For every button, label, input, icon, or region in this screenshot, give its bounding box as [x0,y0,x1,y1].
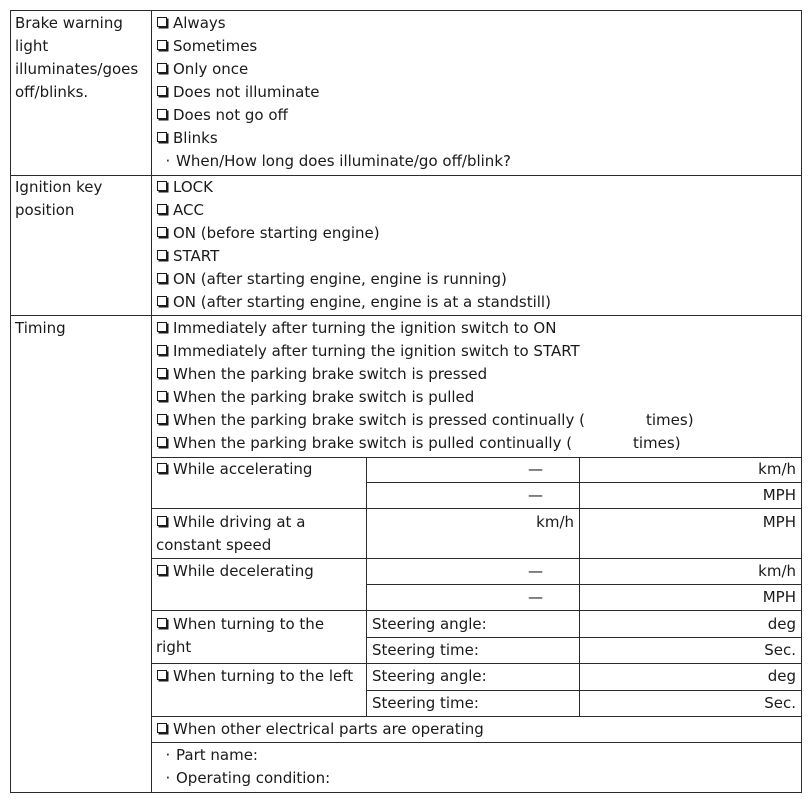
bullet-dot-icon: · [156,769,171,787]
rule-left-bottom [151,716,802,717]
rule-right-mid [366,637,802,638]
ignition-option-lock[interactable]: LOCK [156,176,213,199]
right-steering-angle-unit: deg [767,615,796,633]
checkbox-icon[interactable] [157,40,167,50]
left-steering-angle-label: Steering angle: [372,667,487,685]
rule-top [10,10,802,11]
rule-sub-col-2 [579,457,580,716]
rule-ignition-bottom [10,315,802,316]
constant-speed-label-line-2: constant speed [156,536,272,554]
ignition-option-on-running[interactable]: ON (after starting engine, engine is running) [156,268,507,291]
brake-label-line-3: illuminates/goes [15,60,139,78]
brake-option-blinks[interactable]: Blinks [156,127,218,150]
timing-option-turn-left[interactable]: When turning to the left [156,665,353,688]
brake-label-line-1: Brake warning [15,14,123,32]
rule-decel-bottom [151,610,802,611]
checkbox-icon[interactable] [157,618,167,628]
brake-label-line-4: off/blinks. [15,83,89,101]
checkbox-icon[interactable] [157,63,167,73]
constant-kmh-unit: km/h [536,513,574,531]
ignition-label-line-1: Ignition key [15,178,103,196]
left-steering-angle-unit: deg [767,667,796,685]
brake-label-line-2: light [15,37,49,55]
brake-option-not-go-off[interactable]: Does not go off [156,104,288,127]
checkbox-icon[interactable] [157,345,167,355]
checkbox-icon[interactable] [157,391,167,401]
rule-bottom [10,792,802,793]
checkbox-icon[interactable] [157,670,167,680]
accel-mph-unit: MPH [762,486,796,504]
constant-mph-unit: MPH [762,513,796,531]
rule-electrical-bottom [151,742,802,743]
decel-mph-range: — [528,588,543,606]
timing-option-pb-pulled-continual[interactable]: When the parking brake switch is pulled continually ( [156,432,572,455]
brake-note: · When/How long does illuminate/go off/blink? [156,150,511,173]
bullet-dot-icon: · [156,152,171,170]
decel-kmh-range: — [528,562,543,580]
checkbox-icon[interactable] [157,17,167,27]
bullet-dot-icon: · [156,746,171,764]
timing-option-ign-on[interactable]: Immediately after turning the ignition switch to ON [156,317,556,340]
pressed-times-label: times) [646,411,694,429]
right-steering-time-unit: Sec. [764,641,796,659]
brake-option-not-illuminate[interactable]: Does not illuminate [156,81,319,104]
timing-option-decelerating[interactable]: While decelerating [156,560,314,583]
accel-kmh-unit: km/h [758,460,796,478]
decel-mph-unit: MPH [762,588,796,606]
accel-kmh-range: — [528,460,543,478]
timing-option-accelerating[interactable]: While accelerating [156,458,312,481]
checkbox-icon[interactable] [157,204,167,214]
checkbox-icon[interactable] [157,132,167,142]
timing-option-pb-pressed[interactable]: When the parking brake switch is pressed [156,363,487,386]
checkbox-icon[interactable] [157,86,167,96]
right-steering-time-label: Steering time: [372,641,479,659]
right-steering-angle-label: Steering angle: [372,615,487,633]
rule-constant-bottom [151,558,802,559]
brake-option-sometimes[interactable]: Sometimes [156,35,257,58]
turn-right-label-line-2: right [156,638,192,656]
rule-accel-bottom [151,508,802,509]
rule-left-mid [366,690,802,691]
checkbox-icon[interactable] [157,296,167,306]
brake-option-always[interactable]: Always [156,12,226,35]
pulled-times-label: times) [633,434,681,452]
timing-option-pb-pulled[interactable]: When the parking brake switch is pulled [156,386,474,409]
timing-option-turn-right[interactable]: When turning to the [156,613,324,636]
ignition-label-line-2: position [15,201,75,219]
ignition-option-start[interactable]: START [156,245,219,268]
checkbox-icon[interactable] [157,368,167,378]
rule-brake-bottom [10,175,802,176]
left-steering-time-label: Steering time: [372,694,479,712]
ignition-option-on-standstill[interactable]: ON (after starting engine, engine is at a standstill) [156,291,551,314]
rule-decel-mid [366,584,802,585]
checkbox-icon[interactable] [157,516,167,526]
timing-option-constant-speed[interactable]: While driving at a [156,511,305,534]
decel-kmh-unit: km/h [758,562,796,580]
rule-left-edge [10,10,11,793]
operating-condition-field: · Operating condition: [156,767,330,790]
ignition-option-acc[interactable]: ACC [156,199,204,222]
timing-label: Timing [15,319,66,337]
rule-right-edge [801,10,802,793]
ignition-option-on-before[interactable]: ON (before starting engine) [156,222,380,245]
accel-mph-range: — [528,486,543,504]
left-steering-time-unit: Sec. [764,694,796,712]
checkbox-icon[interactable] [157,227,167,237]
part-name-field: · Part name: [156,744,258,767]
checkbox-icon[interactable] [157,723,167,733]
checkbox-icon[interactable] [157,250,167,260]
checkbox-icon[interactable] [157,414,167,424]
rule-right-bottom [151,663,802,664]
checkbox-icon[interactable] [157,463,167,473]
brake-option-only-once[interactable]: Only once [156,58,248,81]
timing-option-electrical[interactable]: When other electrical parts are operating [156,718,484,741]
checkbox-icon[interactable] [157,322,167,332]
rule-label-divider [151,10,152,793]
checkbox-icon[interactable] [157,437,167,447]
rule-sub-col-1 [366,457,367,716]
checkbox-icon[interactable] [157,565,167,575]
checkbox-icon[interactable] [157,109,167,119]
checkbox-icon[interactable] [157,273,167,283]
timing-option-pb-pressed-continual[interactable]: When the parking brake switch is pressed continually ( [156,409,585,432]
timing-option-ign-start[interactable]: Immediately after turning the ignition switch to START [156,340,580,363]
rule-accel-mid [366,482,802,483]
checkbox-icon[interactable] [157,181,167,191]
